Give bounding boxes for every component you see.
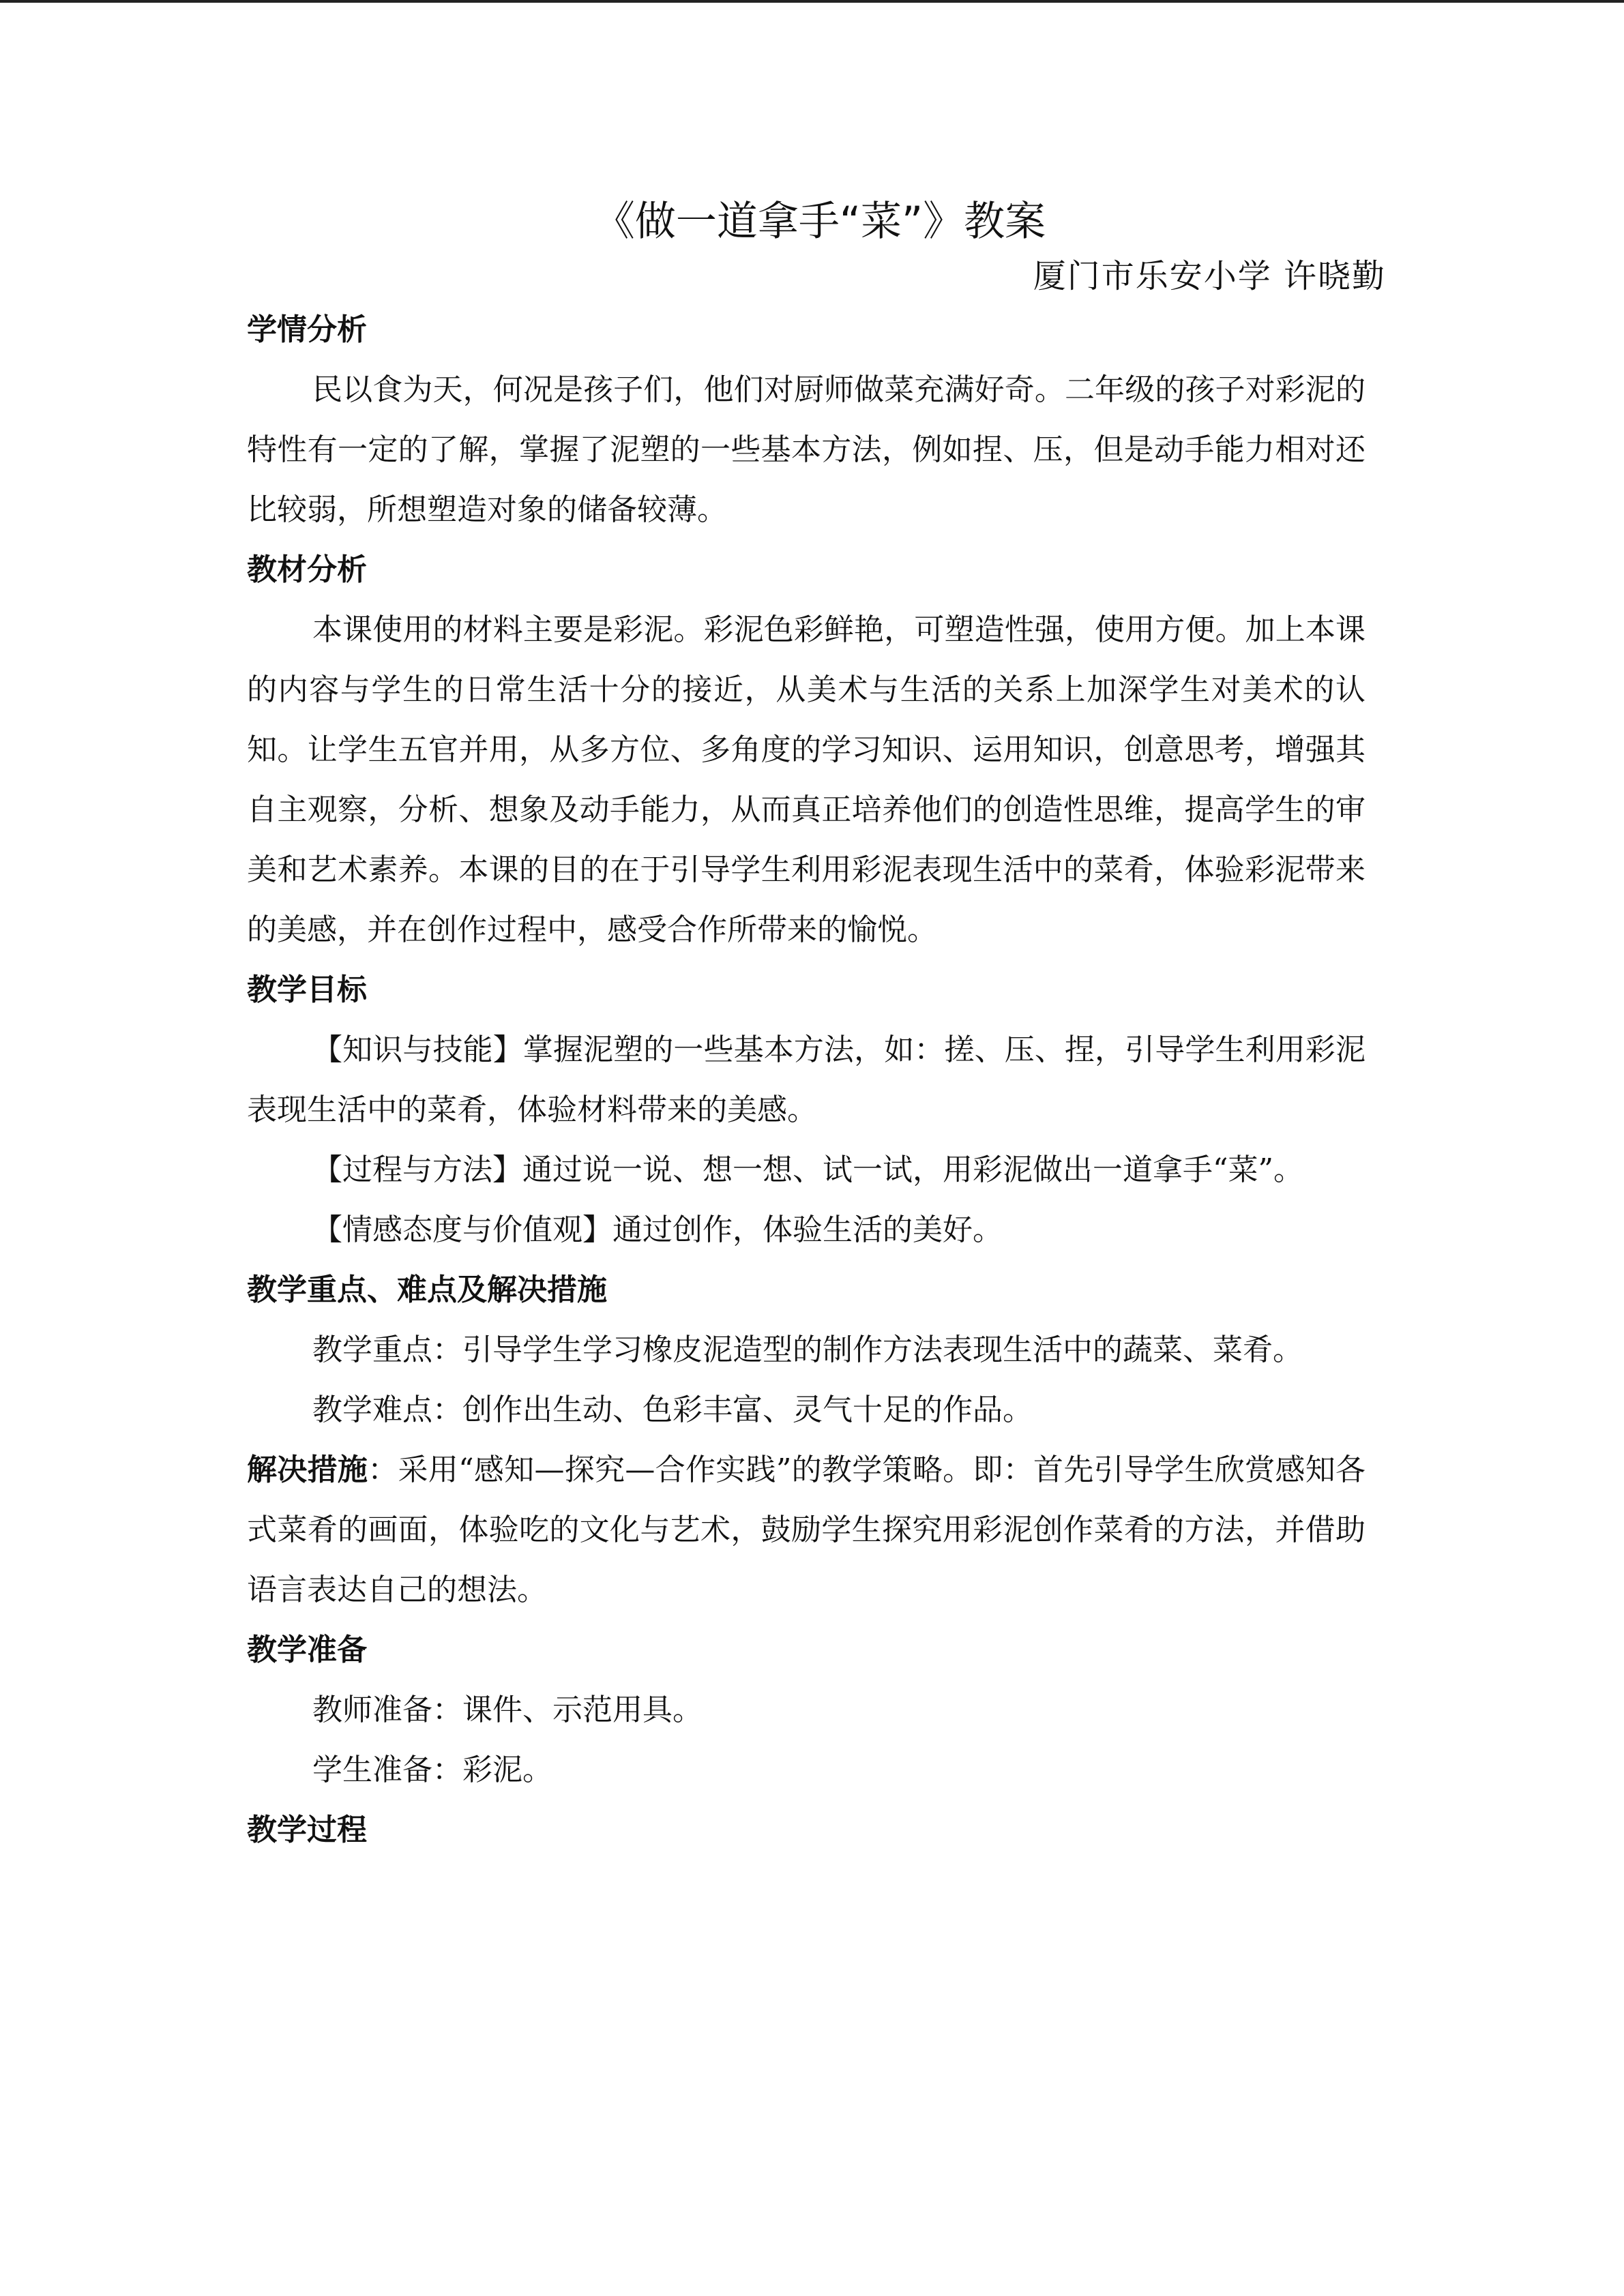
section-heading-key-points: 教学重点、难点及解决措施 [247,1272,607,1307]
document-author: 厦门市乐安小学 许晓勤 [1033,257,1386,295]
section-heading-learning-analysis: 学情分析 [247,312,367,347]
section-heading-preparation: 教学准备 [247,1632,367,1667]
paragraph: 本课使用的材料主要是彩泥。彩泥色彩鲜艳，可塑造性强，使用方便。加上本课的内容与学生的日常生活十分的接近，从美术与生活的关系上加深学生对美术的认知。让学生五官并用，从多方位、多角度的学习知识、运用知识，创意思考，增强其自主观察，分析、想象及动手能力，从而真正培养他们的创造性思维，提高学生的审美和艺术素养。本课的目的在于引导学生利用彩泥表现生活中的菜肴，体验彩泥带来的美感，并在创作过程中，感受合作所带来的愉悦。 [247,612,1365,947]
paragraph-solution [247,1440,1365,1620]
section-heading-teaching-goals: 教学目标 [247,972,367,1007]
section-heading-process: 教学过程 [247,1813,367,1847]
section-heading-material-analysis: 教材分析 [247,552,367,587]
paragraph: 【情感态度与价值观】通过创作，体验生活的美好。 [312,1212,1003,1247]
page-top-border [0,0,1624,3]
paragraph: 教学重点：引导学生学习橡皮泥造型的制作方法表现生活中的蔬菜、菜肴。 [312,1332,1303,1367]
solution-label: 解决措施 [247,1452,368,1487]
paragraph: 教学难点：创作出生动、色彩丰富、灵气十足的作品。 [312,1392,1033,1427]
paragraph: 民以食为天，何况是孩子们，他们对厨师做菜充满好奇。二年级的孩子对彩泥的特性有一定的了解，掌握了泥塑的一些基本方法，例如捏、压，但是动手能力相对还比较弱，所想塑造对象的储备较薄。 [247,372,1365,527]
document-page [247,191,1386,1860]
solution-text: ：采用“感知—探究—合作实践”的教学策略。即：首先引导学生欣赏感知各式菜肴的画面，体验吃的文化与艺术，鼓励学生探究用彩泥创作菜肴的方法，并借助语言表达自己的想法。 [247,1452,1365,1607]
paragraph: 【过程与方法】通过说一说、想一想、试一试，用彩泥做出一道拿手“菜”。 [312,1152,1303,1187]
paragraph: 【知识与技能】掌握泥塑的一些基本方法，如：搓、压、捏，引导学生利用彩泥表现生活中的菜肴，体验材料带来的美感。 [247,1032,1365,1127]
document-title: 《做一道拿手“菜”》教案 [593,198,1046,245]
paragraph: 教师准备：课件、示范用具。 [312,1693,703,1727]
paragraph: 学生准备：彩泥。 [312,1753,552,1787]
